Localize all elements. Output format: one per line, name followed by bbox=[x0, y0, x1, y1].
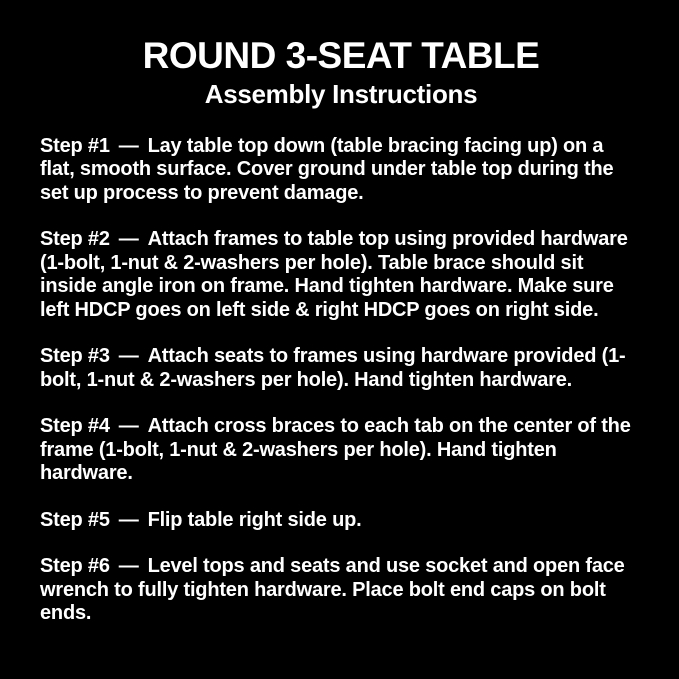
step-text: Lay table top down (table bracing facing up) on a flat, smooth surface. Cover ground under table top during the set up process to prevent damage. bbox=[40, 134, 614, 204]
step-dash: — bbox=[118, 508, 139, 531]
step-item-2 bbox=[40, 228, 642, 322]
step-label: Step #5 bbox=[40, 508, 110, 531]
step-text: Attach seats to frames using hardware provided (1-bolt, 1-nut & 2-washers per hole). Hand tighten hardware. bbox=[40, 345, 626, 391]
step-label: Step #3 bbox=[40, 345, 110, 368]
step-item-3 bbox=[40, 345, 642, 392]
step-text: Flip table right side up. bbox=[147, 508, 362, 531]
step-dash: — bbox=[118, 555, 139, 578]
step-item-4 bbox=[40, 415, 642, 486]
step-dash: — bbox=[118, 134, 139, 157]
step-text: Level tops and seats and use socket and open face wrench to fully tighten hardware. Place bolt end caps on bolt ends. bbox=[40, 555, 625, 625]
steps-list bbox=[40, 135, 642, 626]
step-dash: — bbox=[118, 228, 139, 251]
step-text: Attach frames to table top using provided hardware (1-bolt, 1-nut & 2-washers per hole). Table brace should sit inside angle iron on frame. Hand tighten hardware. Make sure left HDCP goes on left side & right HDCP goes on right side. bbox=[40, 228, 628, 321]
step-text: Attach cross braces to each tab on the center of the frame (1-bolt, 1-nut & 2-washers per hole). Hand tighten hardware. bbox=[40, 415, 631, 485]
step-label: Step #2 bbox=[40, 228, 110, 251]
step-item-5 bbox=[40, 509, 642, 533]
step-dash: — bbox=[118, 345, 139, 368]
page-title: ROUND 3-SEAT TABLE bbox=[142, 35, 540, 76]
step-item-6 bbox=[40, 555, 642, 626]
header bbox=[40, 36, 642, 109]
step-label: Step #1 bbox=[40, 134, 110, 157]
page-subtitle: Assembly Instructions bbox=[204, 79, 478, 110]
step-label: Step #6 bbox=[40, 555, 110, 578]
step-dash: — bbox=[118, 415, 139, 438]
step-label: Step #4 bbox=[40, 415, 110, 438]
step-item-1 bbox=[40, 135, 642, 206]
